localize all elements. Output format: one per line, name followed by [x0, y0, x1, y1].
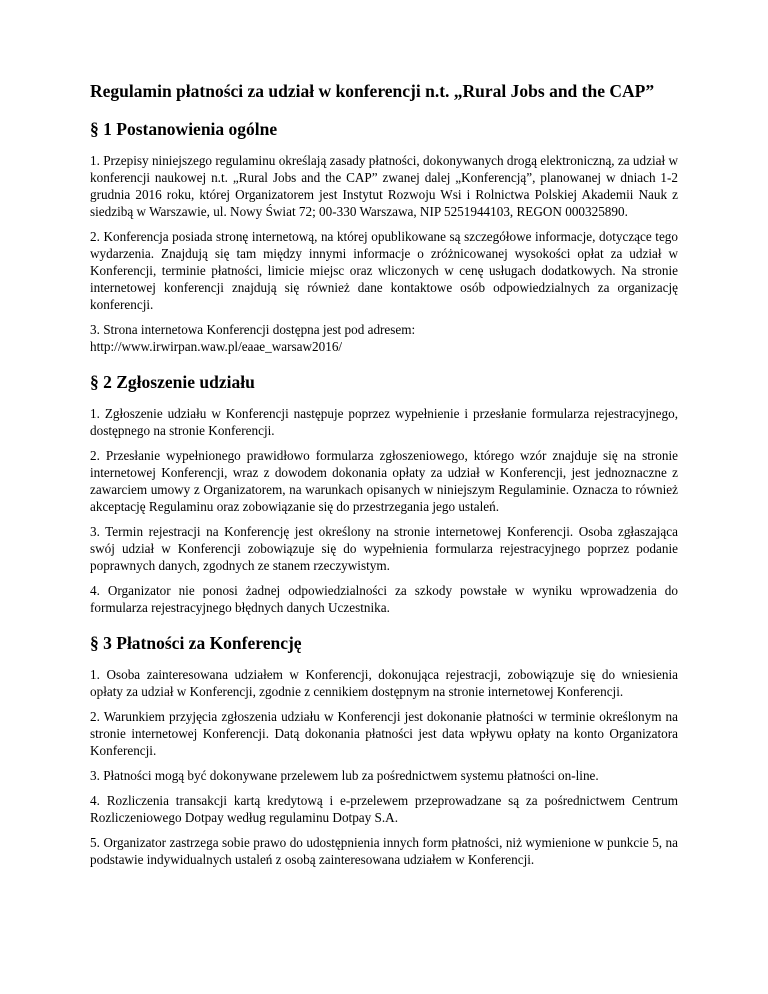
section-3-paragraph-1: 1. Osoba zainteresowana udziałem w Konferencji, dokonująca rejestracji, zobowiązuje się do wniesienia opłaty za udział w Konferencji, zgodnie z cennikiem dostępnym na stronie internetowej Konferencji.	[90, 667, 678, 699]
section-3-paragraph-4: 4. Rozliczenia transakcji kartą kredytową i e-przelewem przeprowadzane są za pośrednictwem Centrum Rozliczeniowego Dotpay według regulaminu Dotpay S.A.	[90, 793, 678, 825]
section-3-paragraph-5: 5. Organizator zastrzega sobie prawo do udostępnienia innych form płatności, niż wymienione w punkcie 5, na podstawie indywidualnych ustaleń z osobą zainteresowana udziałem w Konferencji.	[90, 835, 678, 867]
section-3-paragraph-2: 2. Warunkiem przyjęcia zgłoszenia udziału w Konferencji jest dokonanie płatności w terminie określonym na stronie internetowej Konferencji. Datą dokonania płatności jest data wpływu opłaty na konto Organizatora Konferencji.	[90, 709, 678, 758]
section-2-paragraph-3: 3. Termin rejestracji na Konferencję jest określony na stronie internetowej Konferencji. Osoba zgłaszająca swój udział w Konferencji zobowiązuje się do wypełnienia formularza rejestracyjnego poprzez podanie poprawnych danych, zgodnych ze stanem rzeczywistym.	[90, 524, 678, 573]
section-2-paragraph-1: 1. Zgłoszenie udziału w Konferencji następuje poprzez wypełnienie i przesłanie formularza rejestracyjnego, dostępnego na stronie Konferencji.	[90, 406, 678, 438]
section-1-paragraph-2: 2. Konferencja posiada stronę internetową, na której opublikowane są szczegółowe informacje, dotyczące tego wydarzenia. Znajdują się tam między innymi informacje o zróżnicowanej wysokości opłat za udział w Konferencji, terminie płatności, limicie miejsc oraz wliczonych w cenę usługach dodatkowych. Na stronie internetowej konferencji znajdują się również dane kontaktowe osób odpowiedzialnych za organizację konferencji.	[90, 229, 678, 312]
section-1-paragraph-3: 3. Strona internetowa Konferencji dostępna jest pod adresem:	[90, 322, 416, 337]
section-1-paragraph-1: 1. Przepisy niniejszego regulaminu określają zasady płatności, dokonywanych drogą elektroniczną, za udział w konferencji naukowej n.t. „Rural Jobs and the CAP” zwanej dalej „Konferencją”, planowanej w dniach 1-2 grudnia 2016 roku, której Organizatorem jest Instytut Rozwoju Wsi i Rolnictwa Polskiej Akademii Nauk z siedzibą w Warszawie, ul. Nowy Świat 72; 00-330 Warszawa, NIP 5251944103, REGON 000325890.	[90, 153, 678, 219]
document-content	[90, 80, 678, 876]
section-heading-1: § 1 Postanowienia ogólne	[90, 119, 278, 139]
document-title: Regulamin płatności za udział w konferencji n.t. „Rural Jobs and the CAP”	[90, 81, 655, 101]
section-heading-2: § 2 Zgłoszenie udziału	[90, 372, 255, 392]
conference-url: http://www.irwirpan.waw.pl/eaae_warsaw2016/	[90, 339, 343, 354]
section-2-paragraph-4: 4. Organizator nie ponosi żadnej odpowiedzialności za szkody powstałe w wyniku wprowadzenia do formularza rejestracyjnego błędnych danych Uczestnika.	[90, 583, 678, 615]
section-2-paragraph-2: 2. Przesłanie wypełnionego prawidłowo formularza zgłoszeniowego, którego wzór znajduje się na stronie internetowej Konferencji, wraz z dowodem dokonania opłaty za udział w Konferencji, jest jednoznaczne z zawarciem umowy z Organizatorem, na warunkach opisanych w niniejszym Regulaminie. Oznacza to również akceptację Regulaminu oraz zobowiązanie się do przestrzegania jego ustaleń.	[90, 448, 678, 514]
section-3-paragraph-3: 3. Płatności mogą być dokonywane przelewem lub za pośrednictwem systemu płatności on-line.	[90, 768, 599, 783]
section-heading-3: § 3 Płatności za Konferencję	[90, 633, 302, 653]
